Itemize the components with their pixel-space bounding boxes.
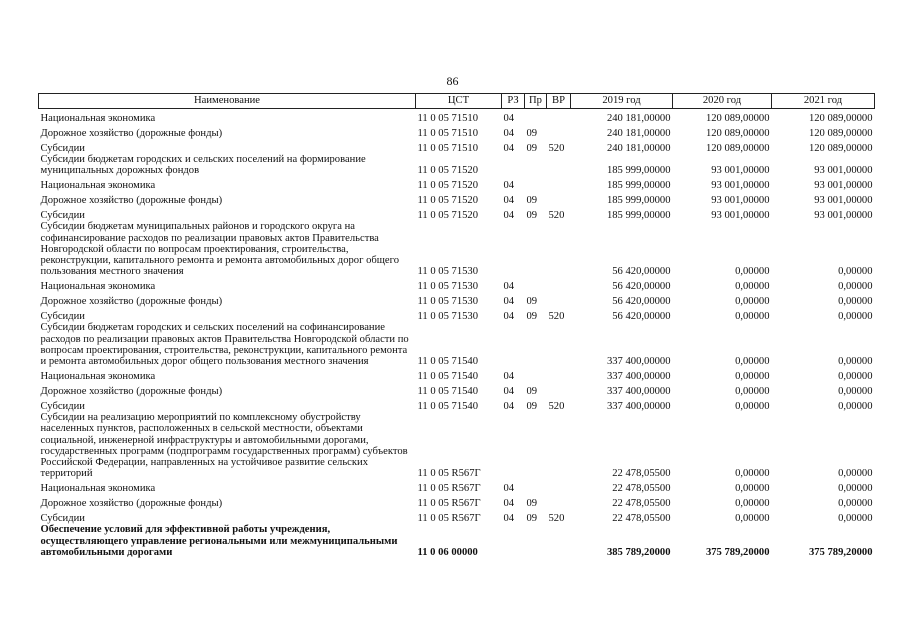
cell-name: Дорожное хозяйство (дорожные фонды) <box>40 386 223 398</box>
cell-name: Субсидии бюджетам муниципальных районов и городского округа на софинансирование расходов по реализации правовых актов Правительства Новгородской области по вопросам проектирования, строительства, реконструкции, капитального ремонта и ремонта автомобильных дорог общего пользования местного значения <box>40 221 400 278</box>
cell-cst: 11 0 05 71530 <box>417 266 479 278</box>
cell-y2021: 93 001,00000 <box>814 165 873 177</box>
cell-rz <box>502 154 525 176</box>
cell-y2019: 337 400,00000 <box>606 371 671 383</box>
cell-rz: 04 <box>503 386 515 398</box>
cell-rz: 04 <box>503 281 515 293</box>
cell-y2021: 120 089,00000 <box>808 142 873 154</box>
cell-vr <box>547 221 571 277</box>
cell-y2019: 56 420,00000 <box>612 296 671 308</box>
cell-y2020: 0,00000 <box>735 296 770 308</box>
cell-cst: 11 0 05 71540 <box>417 356 479 368</box>
cell-name: Национальная экономика <box>40 281 156 293</box>
cell-cst: 11 0 05 71540 <box>417 371 479 383</box>
header-cst: ЦСТ <box>416 94 502 109</box>
cell-name: Субсидии <box>40 513 85 525</box>
cell-cst: 11 0 06 00000 <box>417 546 478 558</box>
cell-vr <box>547 191 571 206</box>
cell-vr <box>547 176 571 191</box>
cell-name: Субсидии на реализацию мероприятий по комплексному обустройству населенных пунктов, расположенных в сельской местности, объектами социальной, инженерной инфраструктуры и автомобильными дорогами, государственных программ (подпрограмм государственных программ) субъектов Российской Федерации, направленных на устойчивое развитие сельских территорий <box>40 412 408 480</box>
table-row <box>39 307 875 322</box>
cell-cst: 11 0 05 R567Г <box>417 513 481 525</box>
cell-y2020: 0,00000 <box>735 401 770 413</box>
cell-y2020: 93 001,00000 <box>711 210 770 222</box>
cell-rz <box>502 524 525 558</box>
header-rz: РЗ <box>502 94 525 109</box>
cell-y2020: 120 089,00000 <box>705 112 770 124</box>
cell-vr <box>547 277 571 292</box>
cell-cst: 11 0 05 71520 <box>417 210 479 222</box>
cell-y2019: 185 999,00000 <box>606 180 671 192</box>
cell-y2019: 240 181,00000 <box>606 112 671 124</box>
cell-y2019: 240 181,00000 <box>606 142 671 154</box>
cell-rz <box>502 322 525 367</box>
cell-y2021: 0,00000 <box>838 281 873 293</box>
cell-y2019: 337 400,00000 <box>606 356 671 368</box>
table-row <box>39 524 875 558</box>
cell-pr <box>525 524 547 558</box>
cell-vr: 520 <box>548 210 565 222</box>
cell-vr <box>547 124 571 139</box>
header-2021: 2021 год <box>772 94 875 109</box>
cell-y2020: 120 089,00000 <box>705 127 770 139</box>
cell-name: Субсидии бюджетам городских и сельских поселений на формирование муниципальных дорожных фондов <box>40 154 366 177</box>
cell-y2021: 93 001,00000 <box>814 180 873 192</box>
cell-rz: 04 <box>503 311 515 323</box>
cell-name: Субсидии <box>40 311 85 323</box>
table-row <box>39 109 875 125</box>
cell-rz: 04 <box>503 296 515 308</box>
cell-y2020: 93 001,00000 <box>711 195 770 207</box>
cell-rz: 04 <box>503 498 515 510</box>
cell-vr <box>547 109 571 125</box>
cell-vr <box>547 292 571 307</box>
cell-vr <box>547 524 571 558</box>
cell-pr: 09 <box>526 210 538 222</box>
cell-y2021: 120 089,00000 <box>808 127 873 139</box>
table-row <box>39 382 875 397</box>
cell-y2019: 185 999,00000 <box>606 210 671 222</box>
cell-y2021: 0,00000 <box>838 513 873 525</box>
cell-y2019: 337 400,00000 <box>606 386 671 398</box>
header-name: Наименование <box>39 94 416 109</box>
cell-rz <box>502 221 525 277</box>
table-row <box>39 292 875 307</box>
cell-cst: 11 0 05 71530 <box>417 281 479 293</box>
cell-y2020: 0,00000 <box>735 311 770 323</box>
cell-y2019: 22 478,05500 <box>612 483 671 495</box>
cell-pr: 09 <box>526 498 538 510</box>
cell-name: Национальная экономика <box>40 483 156 495</box>
cell-pr: 09 <box>526 401 538 413</box>
cell-cst: 11 0 05 71530 <box>417 296 479 308</box>
cell-pr <box>525 109 547 125</box>
cell-y2021: 0,00000 <box>838 311 873 323</box>
table-row <box>39 124 875 139</box>
cell-cst: 11 0 05 R567Г <box>417 483 481 495</box>
cell-name: Дорожное хозяйство (дорожные фонды) <box>40 296 223 308</box>
cell-rz: 04 <box>503 195 515 207</box>
cell-y2020: 0,00000 <box>735 468 770 480</box>
table-row <box>39 206 875 221</box>
cell-y2020: 0,00000 <box>735 356 770 368</box>
cell-y2019: 240 181,00000 <box>606 127 671 139</box>
cell-name: Субсидии <box>40 142 85 154</box>
cell-rz: 04 <box>503 483 515 495</box>
header-pr: Пр <box>525 94 547 109</box>
cell-y2021: 0,00000 <box>838 468 873 480</box>
cell-vr: 520 <box>548 311 565 323</box>
cell-name: Субсидии <box>40 401 85 413</box>
header-vr: ВР <box>547 94 571 109</box>
cell-rz: 04 <box>503 401 515 413</box>
cell-pr <box>525 322 547 367</box>
cell-y2021: 0,00000 <box>838 498 873 510</box>
cell-y2021: 0,00000 <box>838 371 873 383</box>
table-body <box>39 109 875 559</box>
cell-y2019: 56 420,00000 <box>612 281 671 293</box>
cell-cst: 11 0 05 71510 <box>417 112 479 124</box>
cell-cst: 11 0 05 71540 <box>417 401 479 413</box>
cell-vr <box>547 367 571 382</box>
table-row <box>39 494 875 509</box>
cell-y2021: 0,00000 <box>838 483 873 495</box>
cell-vr <box>547 494 571 509</box>
cell-pr <box>525 367 547 382</box>
cell-y2019: 185 999,00000 <box>606 165 671 177</box>
cell-y2019: 185 999,00000 <box>606 195 671 207</box>
cell-vr <box>547 479 571 494</box>
cell-y2020: 0,00000 <box>735 483 770 495</box>
header-2019: 2019 год <box>571 94 673 109</box>
cell-cst: 11 0 05 71530 <box>417 311 479 323</box>
cell-cst: 11 0 05 71540 <box>417 386 479 398</box>
cell-pr: 09 <box>526 513 538 525</box>
cell-y2020: 0,00000 <box>735 371 770 383</box>
cell-cst: 11 0 05 71510 <box>417 127 479 139</box>
cell-rz: 04 <box>503 127 515 139</box>
cell-vr <box>547 382 571 397</box>
cell-rz <box>502 412 525 479</box>
cell-cst: 11 0 05 R567Г <box>417 498 481 510</box>
cell-name: Субсидии бюджетам городских и сельских поселений на софинансирование расходов по реализации правовых актов Правительства Новгородской области по вопросам проектирования, строительства, реконструкции, капитального ремонта и ремонта автомобильных дорог общего пользования местного значения <box>40 322 409 368</box>
cell-pr: 09 <box>526 311 538 323</box>
cell-cst: 11 0 05 71520 <box>417 180 479 192</box>
cell-y2019: 56 420,00000 <box>612 266 671 278</box>
table-row <box>39 479 875 494</box>
table-row <box>39 277 875 292</box>
cell-cst: 11 0 05 71520 <box>417 165 479 177</box>
cell-y2020: 120 089,00000 <box>705 142 770 154</box>
cell-pr: 09 <box>526 195 538 207</box>
table-row <box>39 139 875 154</box>
cell-rz: 04 <box>503 513 515 525</box>
cell-cst: 11 0 05 R567Г <box>417 468 481 480</box>
cell-y2020: 0,00000 <box>735 386 770 398</box>
table-row <box>39 322 875 367</box>
cell-y2021: 120 089,00000 <box>808 112 873 124</box>
cell-y2020: 93 001,00000 <box>711 165 770 177</box>
table-row <box>39 412 875 479</box>
cell-name: Дорожное хозяйство (дорожные фонды) <box>40 498 223 510</box>
cell-vr: 520 <box>548 513 565 525</box>
cell-pr <box>525 412 547 479</box>
cell-y2019: 385 789,20000 <box>606 546 671 558</box>
cell-pr <box>525 479 547 494</box>
cell-y2021: 93 001,00000 <box>814 210 873 222</box>
cell-pr <box>525 154 547 176</box>
page-number: 86 <box>446 74 459 88</box>
table-row <box>39 509 875 524</box>
cell-rz: 04 <box>503 142 515 154</box>
cell-y2020: 93 001,00000 <box>711 180 770 192</box>
cell-rz: 04 <box>503 371 515 383</box>
table-row <box>39 221 875 277</box>
cell-pr: 09 <box>526 296 538 308</box>
cell-y2021: 375 789,20000 <box>808 546 873 558</box>
cell-pr <box>525 176 547 191</box>
cell-pr: 09 <box>526 386 538 398</box>
cell-pr: 09 <box>526 127 538 139</box>
table-row <box>39 191 875 206</box>
table-row <box>39 397 875 412</box>
cell-y2019: 22 478,05500 <box>612 498 671 510</box>
table-header <box>39 94 875 109</box>
cell-y2020: 0,00000 <box>735 281 770 293</box>
cell-vr <box>547 154 571 176</box>
cell-vr: 520 <box>548 401 565 413</box>
cell-vr: 520 <box>548 142 565 154</box>
cell-name: Субсидии <box>40 210 85 222</box>
cell-y2019: 22 478,05500 <box>612 468 671 480</box>
cell-pr <box>525 221 547 277</box>
cell-y2020: 0,00000 <box>735 498 770 510</box>
header-2020: 2020 год <box>673 94 772 109</box>
table-row <box>39 367 875 382</box>
cell-name: Национальная экономика <box>40 112 156 124</box>
cell-y2021: 0,00000 <box>838 401 873 413</box>
cell-y2020: 375 789,20000 <box>705 546 770 558</box>
cell-name: Обеспечение условий для эффективной работы учреждения, осуществляющего управление региональными или межмуниципальными автомобильными дорогами <box>40 524 398 558</box>
table-row <box>39 154 875 176</box>
cell-cst: 11 0 05 71520 <box>417 195 479 207</box>
cell-pr: 09 <box>526 142 538 154</box>
cell-name: Дорожное хозяйство (дорожные фонды) <box>40 195 223 207</box>
cell-cst: 11 0 05 71510 <box>417 142 479 154</box>
cell-y2021: 0,00000 <box>838 266 873 278</box>
cell-y2021: 0,00000 <box>838 386 873 398</box>
cell-vr <box>547 322 571 367</box>
cell-y2021: 93 001,00000 <box>814 195 873 207</box>
cell-y2021: 0,00000 <box>838 356 873 368</box>
cell-name: Национальная экономика <box>40 371 156 383</box>
cell-rz: 04 <box>503 210 515 222</box>
cell-y2020: 0,00000 <box>735 513 770 525</box>
cell-vr <box>547 412 571 479</box>
cell-rz: 04 <box>503 112 515 124</box>
cell-y2019: 56 420,00000 <box>612 311 671 323</box>
cell-y2020: 0,00000 <box>735 266 770 278</box>
cell-name: Национальная экономика <box>40 180 156 192</box>
cell-pr <box>525 277 547 292</box>
budget-table <box>38 93 875 558</box>
cell-y2021: 0,00000 <box>838 296 873 308</box>
cell-y2019: 337 400,00000 <box>606 401 671 413</box>
cell-y2019: 22 478,05500 <box>612 513 671 525</box>
cell-rz: 04 <box>503 180 515 192</box>
cell-name: Дорожное хозяйство (дорожные фонды) <box>40 127 223 139</box>
table-row <box>39 176 875 191</box>
